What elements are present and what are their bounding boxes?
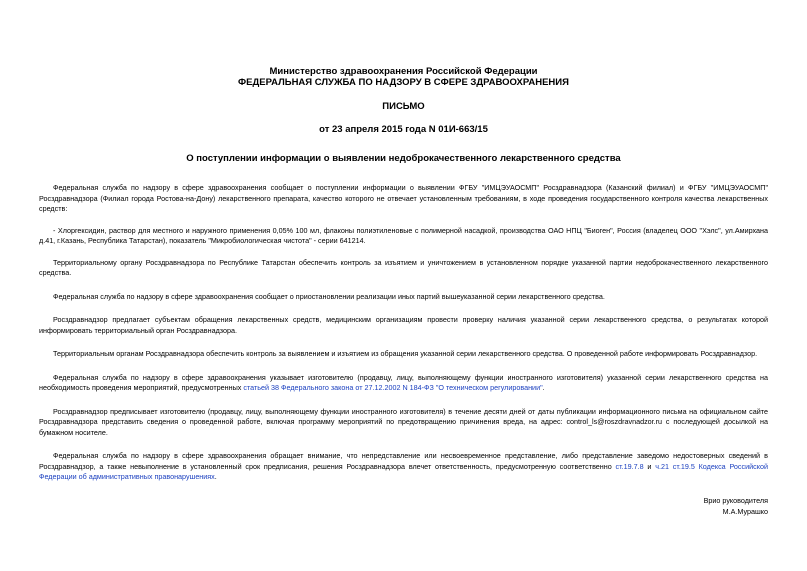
signatory-name: М.А.Мурашко <box>722 506 768 516</box>
document-header <box>0 66 807 88</box>
paragraph-2: - Хлоргексидин, раствор для местного и наружного применения 0,05% 100 мл, флаконы полиэтиленовые с полимерной насадкой, производства ОАО НПЦ "Биоген", Россия (владелец ООО "Хэлс", ул.Амирхана д.41, г.Казань, Республика Татарстан), показатель "Микробиологическая чистота" - серии 641214. <box>39 225 768 245</box>
service-name: ФЕДЕРАЛЬНАЯ СЛУЖБА ПО НАДЗОРУ В СФЕРЕ ЗДРАВООХРАНЕНИЯ <box>238 77 569 88</box>
paragraph-6: Территориальным органам Росздравнадзора обеспечить контроль за выявлением и изъятием из обращения указанной серии лекарственного средства. О проведенной работе информировать Росздравнадзор. <box>53 349 758 358</box>
document-date-number: от 23 апреля 2015 года N 01И-663/15 <box>319 124 488 135</box>
document-type: ПИСЬМО <box>382 101 425 112</box>
document-body <box>39 183 768 483</box>
paragraph-9 <box>39 451 768 483</box>
paragraph-1: Федеральная служба по надзору в сфере здравоохранения сообщает о поступлении информации о выявлении ФГБУ "ИМЦЭУАОСМП" Росздравнадзора (Казанский филиал) и ФГБУ "ИМЦЭУАОСМП" Росздравнадзора (Филиал города Ростова-на-Дону) лекарственного препарата, качество которого не отвечает установленным требованиям, в ходе проведения государственного контроля качества лекарственных средств: <box>39 183 768 213</box>
paragraph-8: Росздравнадзор предписывает изготовителю (продавцу, лицу, выполняющему функции иностранного изготовителя) в течение десяти дней от даты публикации информационного письма на официальном сайте Росздравнадзора представить сведения о проведенной работе, включая программу мероприятий по предотвращению причинения вреда, на адрес: control_ls@roszdravnadzor.ru с последующей досылкой на бумажном носителе. <box>39 406 768 437</box>
paragraph-9-end: . <box>214 472 217 481</box>
paragraph-9-mid: и <box>643 461 656 471</box>
paragraph-4: Федеральная служба по надзору в сфере здравоохранения сообщает о приостановлении реализации иных партий вышеуказанной серии лекарственного средства. <box>53 291 605 301</box>
signature-block <box>704 496 768 517</box>
koap-article-19-5-link[interactable]: ч.21 ст.19.5 Кодекса Российской Федерации об административных правонарушениях <box>39 461 768 481</box>
paragraph-7-end: . <box>542 383 545 392</box>
paragraph-7 <box>39 373 768 394</box>
signatory-position: Врио руководителя <box>703 496 768 505</box>
article-19-7-8-link[interactable]: ст.19.7.8 <box>615 461 644 471</box>
ministry-name: Министерство здравоохранения Российской Федерации <box>269 66 538 77</box>
paragraph-5: Росздравнадзор предлагает субъектам обращения лекарственных средств, медицинским организациям провести проверку наличия указанной серии лекарственного средства, о результатах которой информировать территориальный орган Росздравнадзора. <box>39 315 768 335</box>
paragraph-7-text: Федеральная служба по надзору в сфере здравоохранения указывает изготовителю (продавцу, лицу, выполняющему функции иностранного изготовителя) указанной серии лекарственного средства на необходимость проведения мероприятий, предусмотренных <box>39 372 768 392</box>
law-184-fz-link[interactable]: статьей 38 Федерального закона от 27.12.2002 N 184-ФЗ "О техническом регулировании" <box>243 383 543 392</box>
document-subject: О поступлении информации о выявлении недоброкачественного лекарственного средства <box>186 153 621 164</box>
paragraph-9-text: Федеральная служба по надзору в сфере здравоохранения обращает внимание, что непредставление или несвоевременное представление, либо представление заведомо недостоверных сведений в Росздравнадзор, а также невыполнение в установленный срок предписания, решения Росздравнадзора влечет ответственность, предусмотренную соответственно <box>39 451 768 471</box>
paragraph-3: Территориальному органу Росздравнадзора по Республике Татарстан обеспечить контроль за изъятием и уничтожением в установленном порядке указанной партии недоброкачественного лекарственного средства. <box>39 257 768 277</box>
